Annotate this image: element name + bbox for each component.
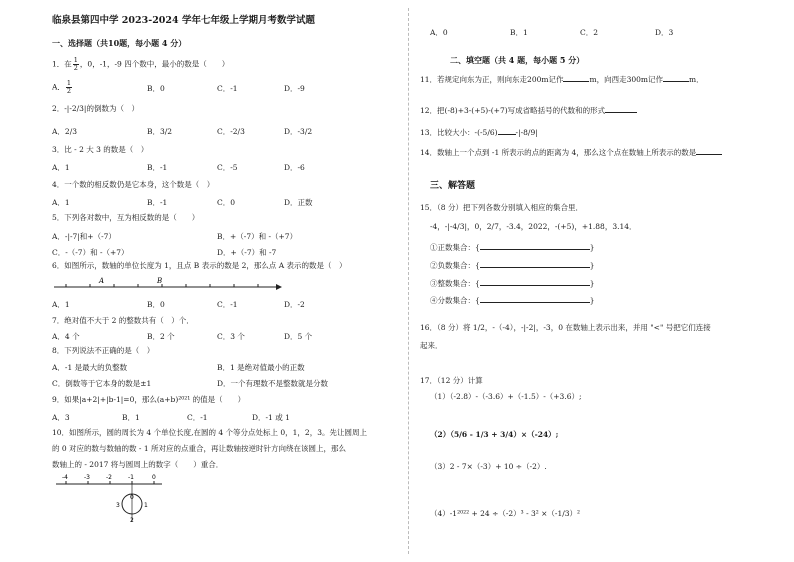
q13-left-expr: -(-5/6) <box>474 128 498 137</box>
q17-part-1: （1）（-2.8）-（-3.6）+（-1.5）-（+3.6）; <box>430 392 582 401</box>
q7-option-d: D．5 个 <box>284 332 313 341</box>
q3-option-a: A．1 <box>52 163 70 172</box>
q7-option-a: A．4 个 <box>52 332 80 341</box>
q1-option-a: A． $\frac{1}{2}$ <box>52 79 72 95</box>
q9-option-a: A．3 <box>52 413 70 422</box>
q17-part-2: （2）（5/6 - 1/3 + 3/4）×（-24）; <box>430 430 559 439</box>
q4-stem: 4．一个数的相反数仍是它本身，这个数是（ ） <box>52 180 215 189</box>
q8-option-a: A．-1 是最大的负整数 <box>52 363 128 372</box>
q9-option-d: D．-1 或 1 <box>252 413 290 422</box>
q16-line-1: 16．（8 分）将 1/2，-（-4），-|-2|，-3，0 在数轴上表示出来，并用 "<" 号把它们连接 <box>420 323 711 332</box>
q16-line-2: 起来． <box>420 341 443 350</box>
q8-option-b: B．1 是绝对值最小的正数 <box>217 363 305 372</box>
q6-option-a: A．1 <box>52 300 70 309</box>
q10-tick-m3: -3 <box>84 474 90 481</box>
q9-option-c: C．-1 <box>187 413 208 422</box>
q10-option-c: C．2 <box>580 28 599 37</box>
q6-number-line <box>52 273 282 295</box>
section-3-header: 三、解答题 <box>430 181 476 191</box>
q4-option-d: D．正数 <box>284 198 313 207</box>
q10-option-b: B．1 <box>510 28 528 37</box>
q8-stem: 8．下列说法不正确的是（ ） <box>52 346 155 355</box>
q2-option-d: D．-3/2 <box>284 127 313 136</box>
q4-option-b: B．-1 <box>147 198 168 207</box>
q5-stem: 5．下列各对数中，互为相反数的是（ ） <box>52 213 200 222</box>
q13-right-expr: -|-8/9| <box>515 128 538 137</box>
q10-circle-label-1: 1 <box>144 502 148 509</box>
q17-stem: 17．（12 分）计算 <box>420 376 483 385</box>
section-1-header: 一、选择题（共10题，每小题 4 分） <box>52 38 187 48</box>
q6-stem: 6．如图所示，数轴的单位长度为 1，且点 B 表示的数是 2，那么点 A 表示的数是（ ） <box>52 261 347 270</box>
q7-stem: 7．绝对值不大于 2 的整数共有（ ）个． <box>52 316 194 325</box>
q10-line-3: 数轴上的 - 2017 将与圆周上的数字（ ）重合． <box>52 460 224 469</box>
column-divider <box>408 8 409 554</box>
q5-option-a: A．-|-7|和+（-7） <box>52 232 116 241</box>
q15-set-fraction: ④分数集合：{ } <box>430 296 595 305</box>
section-2-header: 二、填空题（共 4 题，每小题 5 分） <box>450 55 585 65</box>
q10-tick-m2: -2 <box>106 474 112 481</box>
q9-option-b: B．1 <box>122 413 140 422</box>
q13-stem: 13．比较大小：-(-5/6) -|-8/9| <box>420 128 538 137</box>
q1-option-c: C．-1 <box>217 84 238 93</box>
q17-part-3: （3）2 - 7×（-3）+ 10 ÷（-2）. <box>430 462 547 471</box>
q2-option-b: B．3/2 <box>147 127 173 136</box>
q6-option-b: B．0 <box>147 300 165 309</box>
q9-stem: 9．如果|a+2|+|b-1|=0，那么(a+b)²⁰²¹ 的值是（ ） <box>52 395 246 404</box>
q1-option-d: D．-9 <box>284 84 305 93</box>
q10-circle-label-2: 2 <box>130 517 134 524</box>
q2-stem: 2．-|-2/3|的倒数为（ ） <box>52 104 139 113</box>
q17-part-4: （4）-1²⁰²² + 24 ÷（-2）³ - 3² ×（-1/3）² <box>430 509 581 518</box>
q2-option-a: A．2/3 <box>52 127 77 136</box>
right-column <box>420 0 780 562</box>
q12-stem: 12．把(-8)+3-(+5)-(+7)写成省略括号的代数和的形式 <box>420 104 637 116</box>
q10-figure <box>52 472 212 524</box>
q5-option-d: D．+（-7）和 -7 <box>217 248 277 257</box>
q11-stem: 11．若规定向东为正，则向东走200m记作 m，向西走300m记作 m． <box>420 75 704 84</box>
q15-set-positive: ①正数集合：{ } <box>430 243 595 252</box>
q8-option-c: C．倒数等于它本身的数是±1 <box>52 379 152 388</box>
q10-circle-label-0: 0 <box>130 494 134 501</box>
q2-option-c: C．-2/3 <box>217 127 245 136</box>
q10-line-2: 的 0 对应的数与数轴的数 - 1 所对应的点重合，再让数轴按逆时针方向绕在该圆上，那么 <box>52 444 346 453</box>
q10-option-a: A．0 <box>430 28 448 37</box>
q15-stem: 15．（8 分）把下列各数分别填入相应的集合里． <box>420 203 583 212</box>
q3-stem: 3．比 - 2 大 3 的数是（ ） <box>52 145 149 154</box>
q1-option-b: B．0 <box>147 84 165 93</box>
q7-option-c: C．3 个 <box>217 332 245 341</box>
q6-option-c: C．-1 <box>217 300 238 309</box>
q8-option-d: D．一个有理数不是整数就是分数 <box>217 379 329 388</box>
q6-point-a-label: A <box>99 277 105 285</box>
q15-set-integer: ③整数集合：{ } <box>430 279 595 288</box>
q10-tick-0: 0 <box>152 474 156 481</box>
q4-option-c: C．0 <box>217 198 236 207</box>
q4-option-a: A．1 <box>52 198 70 207</box>
q1-stem: 1．在 $\frac{1}{2}$ ，0，-1，-9 四个数中，最小的数是（ ） <box>52 56 230 72</box>
q15-numbers: -4，-|-4/3|，0，2/7，-3.4，2022，-(+5)，+1.88，3.14． <box>430 222 637 231</box>
q3-option-b: B．-1 <box>147 163 168 172</box>
q3-option-d: D．-6 <box>284 163 305 172</box>
q5-option-b: B．+（-7）和 -（+7） <box>217 232 298 241</box>
q6-option-d: D．-2 <box>284 300 305 309</box>
q10-tick-m4: -4 <box>62 474 68 481</box>
q5-option-c: C．-（-7）和 -（+7） <box>52 248 129 257</box>
q15-set-negative: ②负数集合：{ } <box>430 261 595 270</box>
q7-option-b: B．2 个 <box>147 332 175 341</box>
q6-point-b-label: B <box>157 277 163 285</box>
q10-option-d: D．3 <box>655 28 674 37</box>
q10-tick-m1: -1 <box>128 474 134 481</box>
q14-stem: 14．数轴上一个点到 -1 所表示的点的距离为 4，那么这个点在数轴上所表示的数是 <box>420 146 722 158</box>
q3-option-c: C．-5 <box>217 163 238 172</box>
left-column <box>52 0 397 562</box>
page-title: 临泉县第四中学 2023-2024 学年七年级上学期月考数学试题 <box>52 15 315 26</box>
q10-circle-label-3: 3 <box>116 502 120 509</box>
q10-line-1: 10．如图所示，圆的周长为 4 个单位长度,在圆的 4 个等分点处标上 0，1，2，3。先让圆周上 <box>52 428 367 437</box>
